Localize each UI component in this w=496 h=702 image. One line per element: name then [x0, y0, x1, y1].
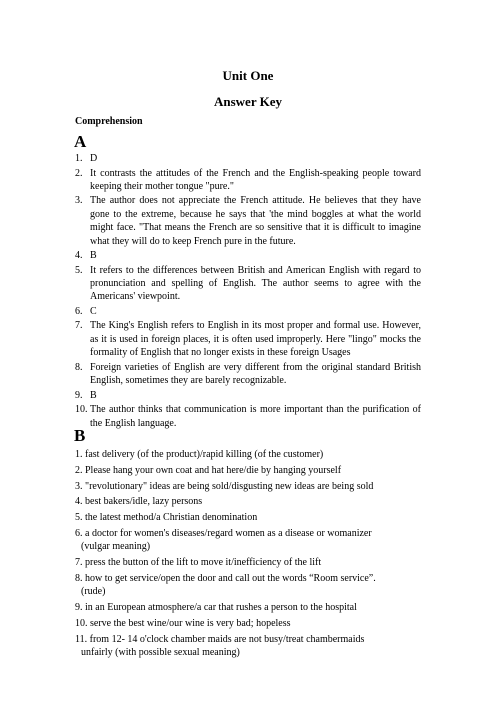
answer-item — [75, 389, 421, 402]
answer-text: D — [90, 153, 98, 164]
answer-number: 7. — [75, 320, 83, 332]
answer-text: 4. best bakers/idle, lazy persons — [75, 496, 203, 508]
answer-text: B — [90, 389, 97, 401]
answer-item — [75, 249, 421, 262]
answer-item — [75, 464, 421, 477]
answer-item — [75, 527, 421, 554]
section-b-heading: B — [74, 426, 86, 445]
answer-item — [75, 572, 421, 599]
section-a-answer-list — [75, 152, 421, 431]
answer-text: B — [90, 250, 97, 262]
answer-text: 8. how to get service/open the door and call out the words “Room service”. — [75, 572, 376, 584]
answer-text: The author thinks that communication is more important than the purification of the English language. — [90, 404, 421, 429]
answer-text: It refers to the differences between British and American English with regard to pronunciation and spelling of English. The author seems to agree with the Americans' viewpoint. — [90, 264, 421, 303]
answer-item — [75, 194, 421, 248]
answer-item — [75, 633, 421, 660]
answer-item — [75, 617, 421, 630]
answer-text: 5. the latest method/a Christian denomination — [75, 512, 258, 524]
answer-text: Foreign varieties of English are very different from the original standard British English, sometimes they are barely recognizable. — [90, 361, 421, 387]
answer-text: 2. Please hang your own coat and hat here/die by hanging yourself — [75, 464, 342, 476]
answer-item — [75, 601, 421, 614]
answer-item — [75, 511, 421, 524]
answer-text-continuation: (vulgar meaning) — [81, 541, 151, 553]
answer-number: 6. — [75, 305, 83, 317]
answer-text: 1. fast delivery (of the product)/rapid killing (of the customer) — [75, 449, 324, 460]
answer-text: 11. from 12- 14 o'clock chamber maids are not busy/treat chambermaids — [75, 633, 365, 645]
answer-text-continuation: (rude) — [81, 586, 106, 598]
answer-text: 6. a doctor for women's diseases/regard women as a disease or womanizer — [75, 527, 372, 539]
answer-item — [75, 152, 421, 165]
answer-number: 9. — [75, 389, 83, 401]
answer-number: 5. — [75, 264, 83, 276]
unit-title: Unit One — [222, 68, 274, 83]
answer-item — [75, 167, 421, 194]
answer-item — [75, 319, 421, 359]
answer-item — [75, 305, 421, 318]
answer-text: 9. in an European atmosphere/a car that rushes a person to the hospital — [75, 602, 357, 614]
section-b-answer-list — [75, 448, 421, 662]
answer-item — [75, 448, 421, 461]
answer-number: 10. — [75, 404, 88, 416]
answer-number: 4. — [75, 250, 83, 262]
answer-text: 3. "revolutionary" ideas are being sold/disgusting new ideas are being sold — [75, 480, 374, 492]
answer-number: 3. — [75, 195, 83, 207]
section-a-heading: A — [74, 132, 87, 151]
answer-item — [75, 480, 421, 493]
answer-text: The King's English refers to English in its most proper and formal use. However, as it is used in foreign places, it is often used improperly. Here "lingo" mocks the formality of English that no longer exists in these foreign Usages — [90, 320, 421, 359]
answer-text: The author does not appreciate the French attitude. He believes that they have gone to the extreme, because he says that 'the mind boggles at what the world might face. "That means the French are so sensitive that it is difficult to imagine what they will do to keep French pure in the future. — [90, 195, 421, 247]
answer-number: 8. — [75, 361, 83, 373]
answer-text: C — [90, 305, 97, 317]
answer-item — [75, 361, 421, 388]
answer-number: 2. — [75, 167, 83, 179]
answer-key-title: Answer Key — [213, 94, 282, 109]
answer-number: 1. — [75, 153, 83, 164]
answer-text: 7. press the button of the lift to move it/inefficiency of the lift — [75, 557, 322, 569]
answer-text-continuation: unfairly (with possible sexual meaning) — [81, 647, 240, 659]
answer-item — [75, 403, 421, 430]
answer-text: It contrasts the attitudes of the French and the English-speaking people toward keeping their mother tongue "pure." — [90, 167, 421, 192]
answer-text: 10. serve the best wine/our wine is very bad; hopeless — [75, 617, 291, 629]
answer-item — [75, 556, 421, 569]
answer-item — [75, 495, 421, 508]
comprehension-heading: Comprehension — [75, 116, 143, 127]
answer-item — [75, 264, 421, 304]
